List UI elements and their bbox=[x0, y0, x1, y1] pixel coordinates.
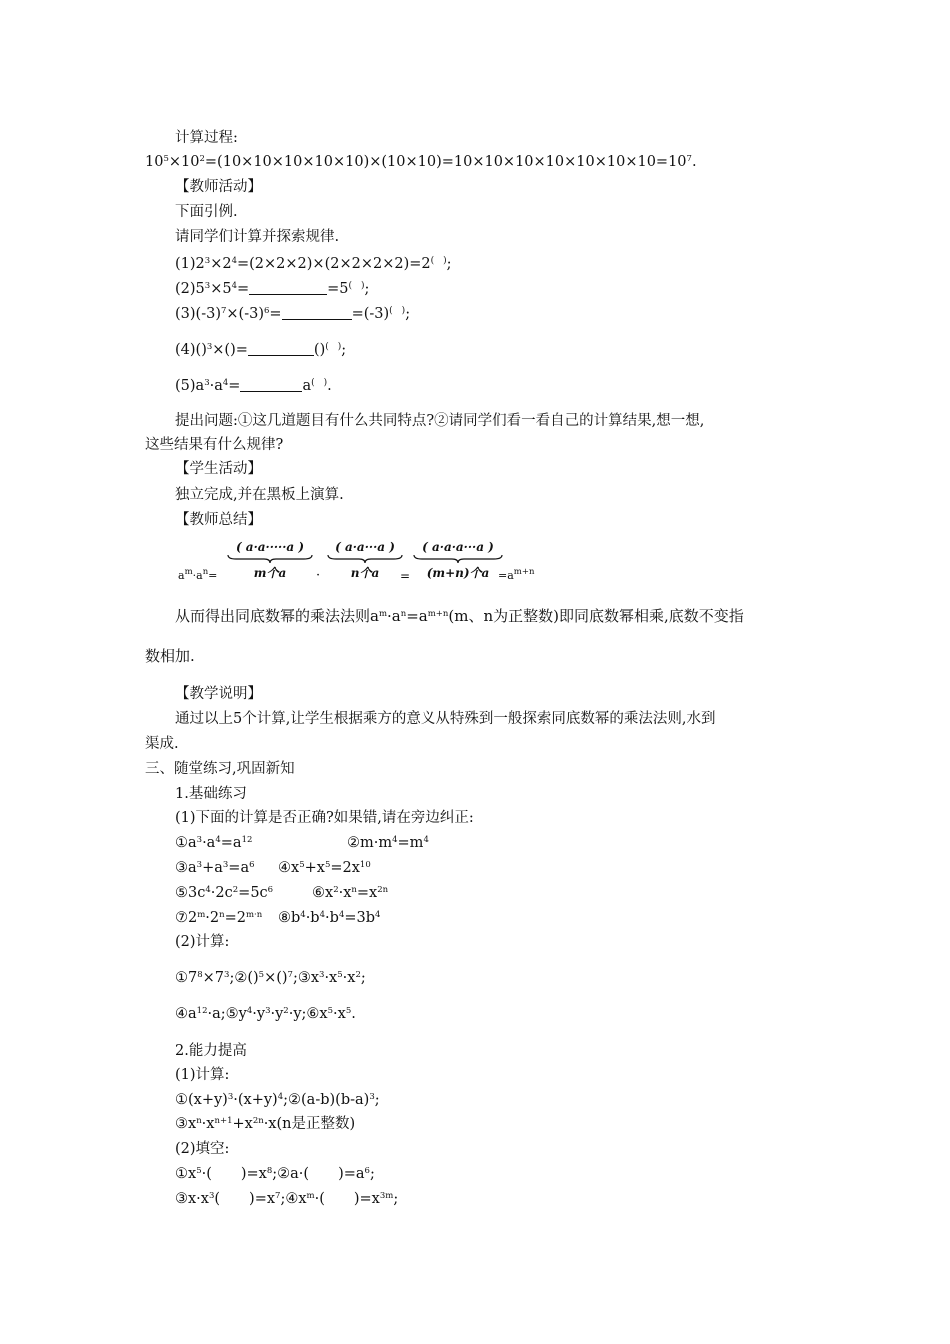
answer-blank[interactable] bbox=[282, 305, 352, 320]
item-6: $⑥x^2\cdot x^n=x^{2n}$ bbox=[312, 885, 389, 901]
rule-line-2: 数相加. bbox=[145, 647, 195, 665]
answer-blank[interactable] bbox=[240, 377, 302, 392]
question-line-1: 提出问题:①这几道题目有什么共同特点?②请同学们看一看自己的计算结果,想一想, bbox=[175, 413, 705, 429]
item-7: $⑦2^m\cdot 2^n=2^{m\cdot n}$ bbox=[175, 910, 263, 926]
example-3: $(3)(-3)^7\times(-3)^6= =(-3)^{( )}$; bbox=[175, 306, 411, 322]
brace-group-n: ( a·a···a ) n个a bbox=[326, 540, 404, 581]
basic-question-1: (1)下面的计算是否正确?如果错,请在旁边纠正: bbox=[175, 810, 474, 826]
student-text: 独立完成,并在黑板上演算. bbox=[175, 487, 344, 503]
question-line-2: 这些结果有什么规律? bbox=[145, 437, 284, 453]
heading-teacher-activity: 【教师活动】 bbox=[175, 179, 262, 195]
item-4: $④x^5+x^5=2x^{10}$ bbox=[278, 860, 371, 876]
answer-blank[interactable] bbox=[248, 341, 314, 356]
example-5: $(5)a^3\cdot a^4= a^{( )}$. bbox=[175, 378, 332, 394]
example-2: $(2)5^3\times 5^4= =5^{( )}$; bbox=[175, 281, 370, 297]
basic-practice-title: 1.基础练习 bbox=[175, 786, 247, 802]
heading-student-activity: 【学生活动】 bbox=[175, 461, 262, 477]
underbrace bbox=[326, 554, 404, 564]
calc-row-b: $④a^{12}\cdot a;⑤y^4\cdot y^3\cdot y^2\cdot y;⑥x^5\cdot x^5$. bbox=[175, 1006, 356, 1022]
advanced-question-1: (1)计算: bbox=[175, 1067, 230, 1083]
note-line-2: 渠成. bbox=[145, 736, 179, 752]
calc-label: 计算过程: bbox=[175, 130, 238, 146]
fill-row-a: $①x^5\cdot$( )$=x^8;②a\cdot$( )$=a^6$; bbox=[175, 1166, 375, 1182]
brace-group-m-plus-n: ( a·a·a···a ) (m+n)个a bbox=[412, 540, 504, 581]
note-line-1: 通过以上5个计算,让学生根据乘方的意义从特殊到一般探索同底数幂的乘法法则,水到 bbox=[175, 711, 716, 727]
calc-line: $10^5\times 10^2=(10\times 10\times 10\times 10\times 10)\times(10\times 10)=10\times 10\times 10\times 10\times 10\times 10\times 10=10^7$. bbox=[145, 154, 697, 170]
fill-row-b: $③x\cdot x^3$( )$=x^7;④x^m\cdot$( )$=x^{3m}$; bbox=[175, 1191, 399, 1207]
section-3-title: 三、随堂练习,巩固新知 bbox=[145, 761, 295, 777]
ask-text: 请同学们计算并探索规律. bbox=[175, 229, 340, 245]
advanced-question-2: (2)填空: bbox=[175, 1141, 230, 1157]
underbrace bbox=[226, 554, 314, 564]
item-1: $①a^3\cdot a^4=a^{12}$ bbox=[175, 835, 253, 851]
intro-text: 下面引例. bbox=[175, 204, 238, 220]
answer-blank[interactable] bbox=[249, 280, 327, 295]
example-1: $(1)2^3\times 2^4=(2\times 2\times 2)\times(2\times 2\times 2\times 2)=2^{( )}$; bbox=[175, 256, 452, 272]
item-2: $②m\cdot m^4=m^4$ bbox=[347, 835, 429, 851]
advanced-row-b: $③x^n\cdot x^{n+1}+x^{2n}\cdot x(n$是正整数) bbox=[175, 1116, 356, 1132]
advanced-row-a: $①(x+y)^3\cdot(x+y)^4;②(a-b)(b-a)^3$; bbox=[175, 1092, 380, 1108]
example-4: (4)()$^3$×()= ()( ); bbox=[175, 342, 347, 358]
advanced-practice-title: 2.能力提高 bbox=[175, 1043, 247, 1059]
formula-dot: · bbox=[316, 568, 321, 583]
basic-question-2: (2)计算: bbox=[175, 934, 230, 950]
heading-teaching-note: 【教学说明】 bbox=[175, 686, 262, 702]
formula-rhs: $=a^{m+n}$ bbox=[498, 567, 535, 582]
formula-lhs: $a^m\cdot a^n=$ bbox=[178, 567, 218, 582]
heading-teacher-summary: 【教师总结】 bbox=[175, 512, 262, 528]
item-3: $③a^3+a^3=a^6$ bbox=[175, 860, 255, 876]
brace-group-m: ( a·a·····a ) m个a bbox=[226, 540, 314, 581]
item-5: $⑤3c^4\cdot 2c^2=5c^6$ bbox=[175, 885, 274, 901]
rule-line-1: 从而得出同底数幂的乘法法则$a^m\cdot a^n=a^{m+n}(m$、n为正整数)即同底数幂相乘,底数不变指 bbox=[175, 607, 744, 625]
underbrace bbox=[412, 554, 504, 564]
formula-equals: = bbox=[400, 569, 411, 583]
item-8: $⑧b^4\cdot b^4\cdot b^4=3b^4$ bbox=[278, 910, 381, 926]
calc-row-a: $①7^8\times 7^3;②()^5\times()^7;③x^3\cdot x^5\cdot x^2$; bbox=[175, 970, 366, 986]
